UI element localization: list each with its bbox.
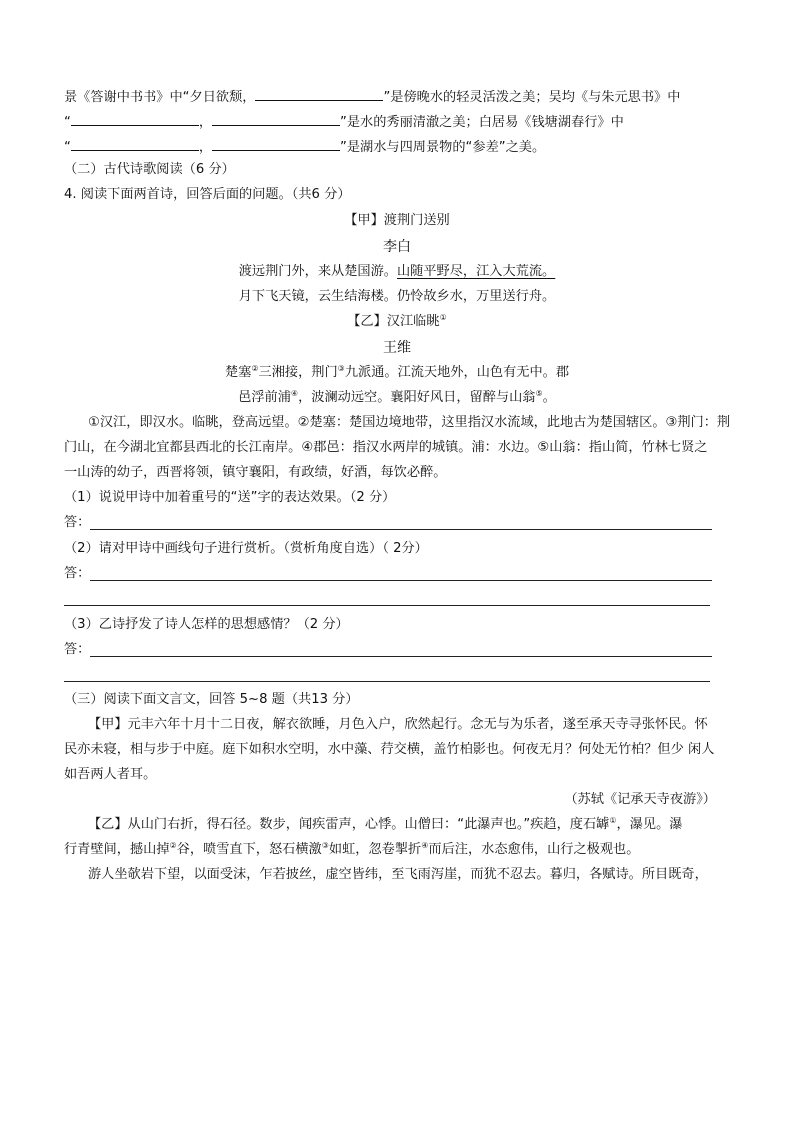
footnote-marker: ④ [421,841,429,850]
passage-text: 【乙】从山门右折，得石径。数步，闻疾雷声，心悸。山僧曰：“此瀑声也。”疾趋，度石罅 [88,817,610,832]
poem-text: 三湘接，荆门 [258,365,338,380]
sub-question-1: （1）说说甲诗中加着重号的“送”字的表达效果。（2 分） [64,490,396,505]
fill-line-1 [64,87,680,107]
fill-text: 景《答谢中书书》中“夕日欲颓， [64,90,256,105]
answer-line[interactable] [90,656,712,657]
sub-question-3: （3）乙诗抒发了诗人怎样的思想感情？（2 分） [64,617,349,632]
fill-text: ”是水的秀丽清澈之美；白居易《钱塘湖春行》中 [340,115,624,130]
passage-line: 【甲】元丰六年十月十二日夜，解衣欲睡，月色入户，欣然起行。念无与为乐者，遂至承天寺寻张怀民。怀 [88,717,708,732]
answer-blank[interactable] [212,112,340,126]
poem-line: 月下飞天镜，云生结海楼。仍怜故乡水，万里送行舟。 [238,289,556,304]
question-4: 4. 阅读下面两首诗，回答后面的问题。（共6 分） [64,187,351,202]
footnote-marker: ① [609,816,617,825]
answer-line[interactable] [64,605,710,606]
poem-text: 楚塞 [224,365,252,380]
answer-line[interactable] [90,529,712,530]
poem-line [0,263,794,281]
passage-line [88,816,682,834]
passage-text: 行青壁间，撼山掉 [64,842,170,857]
passage-line: 游人坐欹岩下望，以面受沫，乍若披丝，虚空皆纬，至飞雨泻崖，而犹不忍去。暮归，各赋诗。所目既奇， [88,867,708,882]
notes-line: 门山，在今湖北宜都县西北的长江南岸。④郡邑：指汉水两岸的城镇。浦：水边。⑤山翁：指山简，竹林七贤之 [64,440,708,455]
poem-text: 。 [542,390,556,405]
notes-line: ①汉江，即汉水。临眺，登高远望。②楚塞：楚国边境地带，这里指汉水流域，此地古为楚国辖区。③荆门：荆 [88,415,731,430]
answer-label: 答： [64,515,91,530]
poem-text: 九派通。江流天地外，山色有无中。郡 [344,365,570,380]
footnote-marker: ③ [321,841,329,850]
poem-text: ，波澜动远空。襄阳好风日，留醉与山翁 [298,390,536,405]
poem-text: 邑浮前浦 [238,390,291,405]
poem-line [0,364,794,382]
answer-blank[interactable] [255,87,383,101]
passage-source: （苏轼《记承天寺夜游》） [564,792,716,807]
answer-line[interactable] [90,580,712,581]
footnote-marker: ④ [290,389,299,398]
section-heading: （三）阅读下面文言文，回答 5~8 题（共13 分） [64,692,359,707]
fill-text: “ [64,140,71,155]
fill-text: ”是傍晚水的轻灵活泼之美；吴均《与朱元思书》中 [383,90,681,105]
passage-text: 而后注，水态愈伟，山行之极观也。 [428,842,640,857]
section-heading: （二）古代诗歌阅读（6 分） [64,162,235,177]
poem-title-yi [0,313,794,331]
poem-title-jia: 【甲】渡荆门送别 [344,213,450,228]
underlined-poem-text: 山随平野尽，江入大荒流。 [397,264,556,279]
answer-blank[interactable] [71,112,199,126]
footnote-marker: ① [439,313,447,322]
poem-author-jia: 李白 [383,239,411,255]
poem-line [0,389,794,407]
fill-text: ， [198,140,213,155]
footnote-marker: ⑤ [535,389,543,398]
footnote-marker: ③ [337,364,345,373]
footnote-marker: ② [251,364,259,373]
passage-line [64,841,639,859]
poem-title-text: 【乙】汉江临眺 [347,314,440,329]
fill-text: ”是湖水与四周景物的“参差”之美。 [340,140,546,155]
poem-text: 渡远荆门外，来从楚国游。 [238,264,397,279]
passage-text: ，瀑见。瀑 [616,817,683,832]
notes-line: 一山涛的幼子，西晋将领，镇守襄阳，有政绩，好酒，每饮必醉。 [64,465,447,480]
fill-line-2 [64,112,624,132]
answer-label: 答： [64,566,91,581]
fill-line-3 [64,137,545,157]
passage-line: 民亦未寝，相与步于中庭。庭下如积水空明，水中藻、荇交横，盖竹柏影也。何夜无月？何处无竹柏？但少 闲人 [64,742,715,757]
passage-text: 谷，喷雪直下，怒石横激 [176,842,322,857]
poem-author-yi: 王维 [383,340,411,356]
answer-blank[interactable] [212,137,340,151]
fill-text: “ [64,115,71,130]
answer-blank[interactable] [71,137,199,151]
footnote-marker: ② [169,841,177,850]
sub-question-2: （2）请对甲诗中画线句子进行赏析。（赏析角度自选）（ 2分） [64,541,428,556]
passage-line: 如吾两人者耳。 [64,767,157,782]
answer-line[interactable] [64,681,710,682]
fill-text: ， [198,115,213,130]
passage-text: 如虹，忽卷掣折 [328,842,422,857]
answer-label: 答： [64,642,91,657]
